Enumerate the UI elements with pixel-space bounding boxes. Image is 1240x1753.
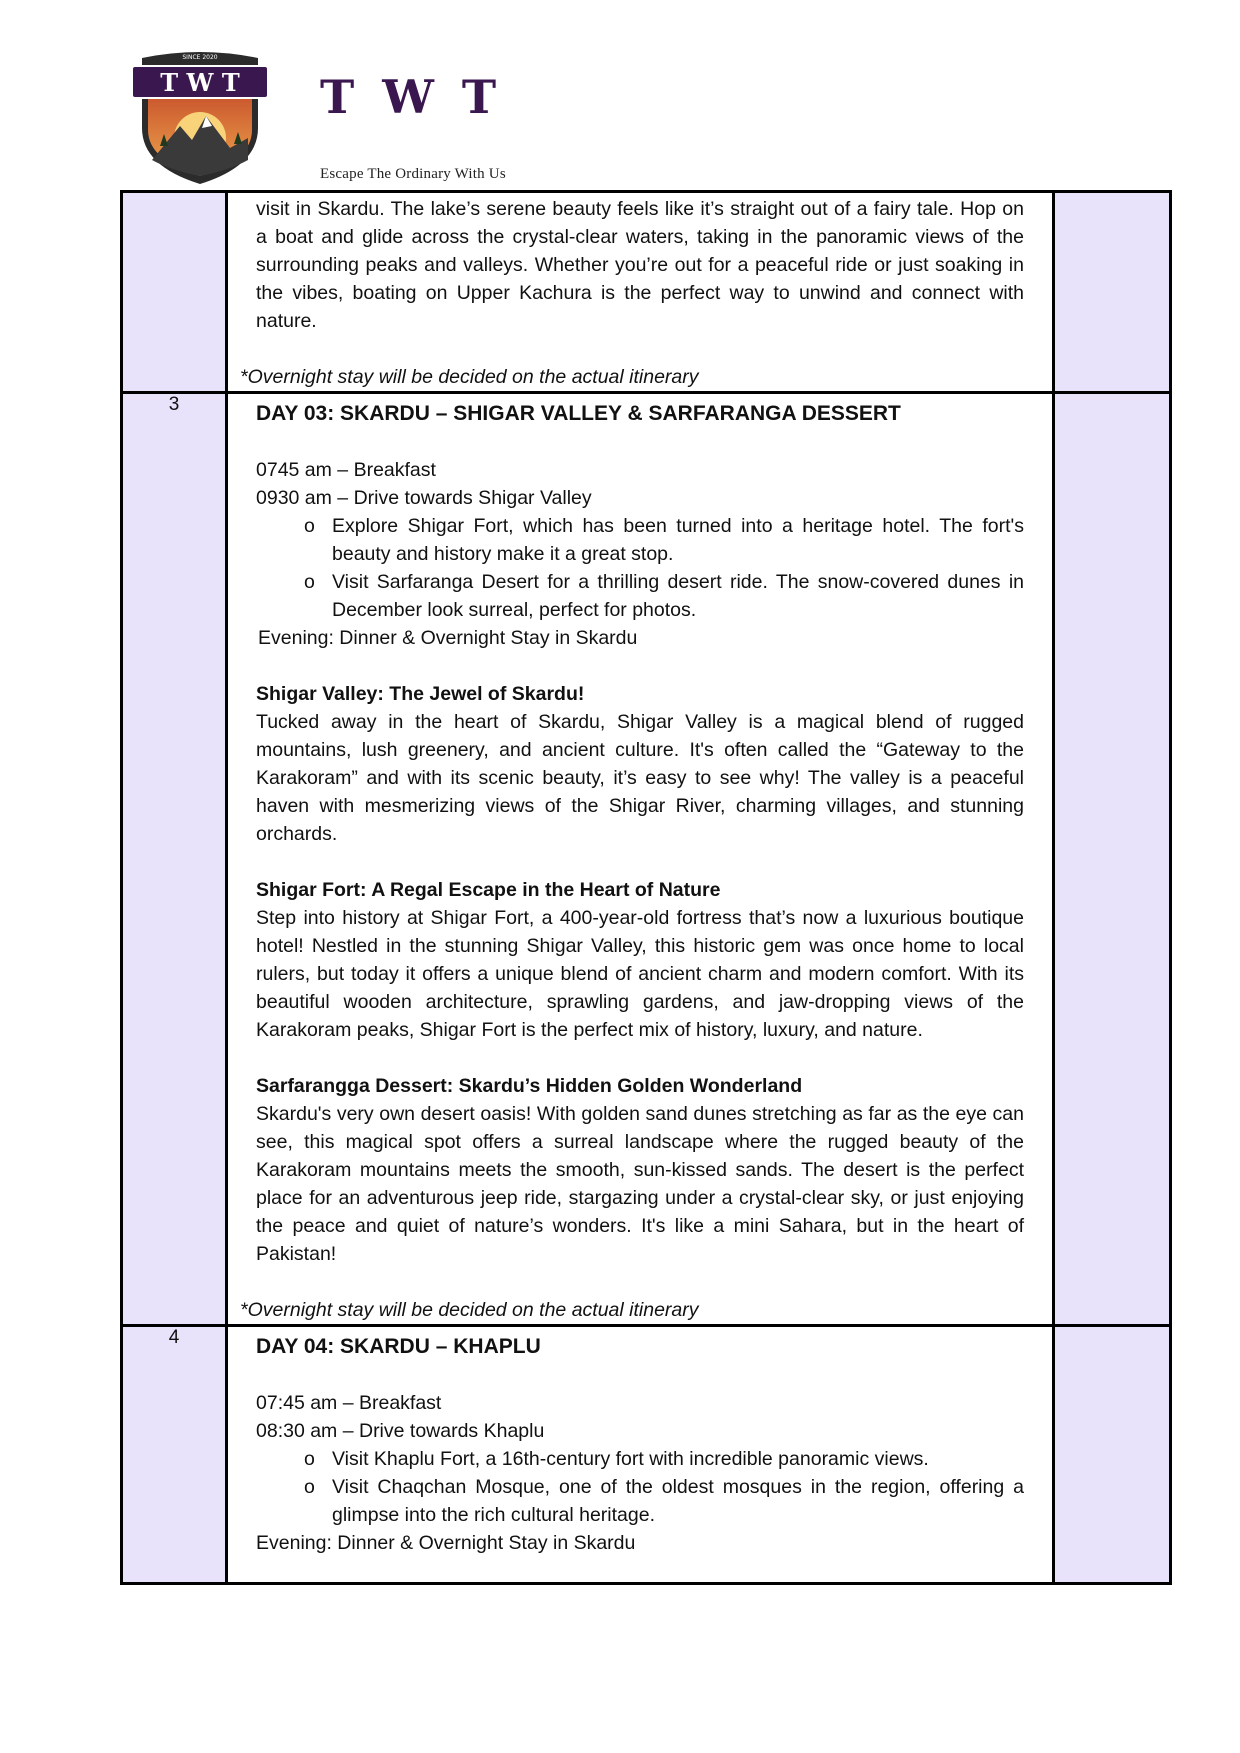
side-cell: [1054, 393, 1171, 1326]
activity-list: [256, 1445, 1024, 1529]
table-row: [122, 393, 1171, 1326]
section-body: Tucked away in the heart of Skardu, Shigar Valley is a magical blend of rugged mountains, lush greenery, and ancient culture. It's often called the “Gateway to the Karakoram” and with its scenic beauty, it’s easy to see why! The valley is a peaceful haven with mesmerizing views of the Shigar River, charming villages, and stunning orchards.: [256, 711, 1024, 845]
brand-name: T W T: [320, 70, 503, 124]
list-item: o Visit Chaqchan Mosque, one of the oldest mosques in the region, offering a glimpse into the rich cultural heritage.: [304, 1473, 1024, 1529]
intro-paragraph: visit in Skardu. The lake’s serene beauty feels like it’s straight out of a fairy tale. Hop on a boat and glide across the crystal-clear waters, taking in the panoramic views of the surrounding peaks and valleys. Whether you’re out for a peaceful ride or just soaking in the vibes, boating on Upper Kachura is the perfect way to unwind and connect with nature.: [256, 198, 1024, 332]
day-number-cell: [122, 192, 227, 393]
day-content-cell: [227, 393, 1054, 1326]
section-heading: Sarfarangga Dessert: Skardu’s Hidden Golden Wonderland: [256, 1075, 803, 1097]
evening-line: Evening: Dinner & Overnight Stay in Skardu: [256, 1532, 636, 1554]
evening-line: Evening: Dinner & Overnight Stay in Skardu: [258, 627, 638, 649]
list-item: o Visit Sarfaranga Desert for a thrilling desert ride. The snow-covered dunes in December look surreal, perfect for photos.: [304, 568, 1024, 624]
svg-text:SINCE 2020: SINCE 2020: [182, 54, 218, 61]
table-row: [122, 1326, 1171, 1584]
section-heading: Shigar Fort: A Regal Escape in the Heart of Nature: [256, 879, 721, 901]
brand-tagline: Escape The Ordinary With Us: [320, 166, 506, 182]
side-cell: [1054, 1326, 1171, 1584]
activity-list: [256, 512, 1024, 624]
day-title: DAY 04: SKARDU – KHAPLU: [256, 1335, 541, 1358]
twt-logo: [130, 48, 270, 188]
day-number-cell: 3: [122, 393, 227, 1326]
table-row: [122, 192, 1171, 393]
day-content-cell: [227, 192, 1054, 393]
section-body: Step into history at Shigar Fort, a 400-year-old fortress that’s now a luxurious boutique hotel! Nestled in the stunning Shigar Valley, this historic gem was once home to local rulers, but today it offers a unique blend of ancient charm and modern comfort. With its beautiful wooden architecture, sprawling gardens, and jaw-dropping views of the Karakoram peaks, Shigar Fort is the perfect mix of history, luxury, and nature.: [256, 907, 1024, 1041]
document-header: [130, 48, 730, 188]
schedule-item: 07:45 am – Breakfast: [256, 1392, 442, 1414]
day-title: DAY 03: SKARDU – SHIGAR VALLEY & SARFARANGA DESSERT: [256, 402, 901, 425]
logo-mountain-sunset-icon: [130, 48, 270, 188]
section-body: Skardu's very own desert oasis! With golden sand dunes stretching as far as the eye can see, this magical spot offers a surreal landscape where the rugged beauty of the Karakoram mountains meets the smooth, sun-kissed sands. The desert is the perfect place for an adventurous jeep ride, stargazing under a crystal-clear sky, or just enjoying the peace and quiet of nature’s wonders. It's like a mini Sahara, but in the heart of Pakistan!: [256, 1103, 1024, 1265]
schedule-item: 0745 am – Breakfast: [256, 459, 436, 481]
day-content-cell: [227, 1326, 1054, 1584]
day-number-cell: 4: [122, 1326, 227, 1584]
overnight-note: *Overnight stay will be decided on the actual itinerary: [240, 366, 699, 388]
list-item: o Explore Shigar Fort, which has been turned into a heritage hotel. The fort's beauty and history make it a great stop.: [304, 512, 1024, 568]
list-item: o Visit Khaplu Fort, a 16th-century fort with incredible panoramic views.: [304, 1445, 1024, 1473]
schedule-item: 0930 am – Drive towards Shigar Valley: [256, 487, 592, 509]
itinerary-table: [120, 190, 1172, 1585]
schedule-item: 08:30 am – Drive towards Khaplu: [256, 1420, 545, 1442]
side-cell: [1054, 192, 1171, 393]
section-heading: Shigar Valley: The Jewel of Skardu!: [256, 683, 585, 705]
overnight-note: *Overnight stay will be decided on the actual itinerary: [240, 1299, 699, 1321]
svg-text:T W T: T W T: [160, 68, 240, 97]
